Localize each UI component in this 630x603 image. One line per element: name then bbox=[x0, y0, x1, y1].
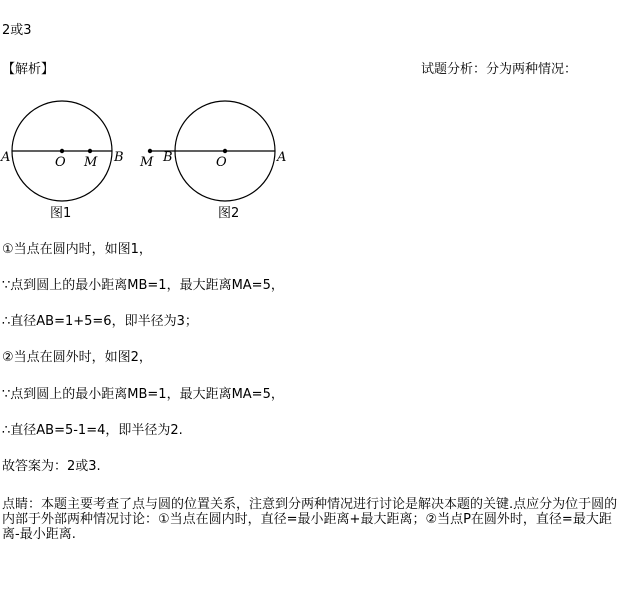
figure-2-label-a: A bbox=[277, 150, 287, 165]
figure-2-point-m bbox=[148, 149, 152, 153]
geometry-figures bbox=[0, 90, 300, 225]
figure-1-label-a: A bbox=[1, 150, 11, 165]
figure-2 bbox=[139, 101, 286, 221]
figure-1-label-o: O bbox=[55, 155, 66, 170]
figure-2-label-m: M bbox=[140, 155, 154, 170]
figure-1 bbox=[0, 101, 124, 221]
answer-header: 2或3 bbox=[2, 23, 32, 38]
figure-2-caption: 图2 bbox=[218, 206, 240, 221]
figure-2-center-point bbox=[223, 149, 227, 153]
solution-line: ∵点到圆上的最小距离MB=1，最大距离MA=5， bbox=[2, 278, 284, 293]
solution-line: ∴直径AB=1+5=6，即半径为3； bbox=[2, 314, 198, 329]
analysis-intro: 试题分析：分为两种情况： bbox=[421, 62, 578, 77]
figure-1-label-b: B bbox=[114, 150, 124, 165]
figure-1-point-m bbox=[88, 149, 92, 153]
figure-2-label-o: O bbox=[216, 155, 227, 170]
solution-line: ∵点到圆上的最小距离MB=1，最大距离MA=5， bbox=[2, 387, 284, 402]
solution-line: ②当点在圆外时，如图2， bbox=[2, 350, 152, 365]
figure-2-label-b: B bbox=[163, 150, 173, 165]
figure-1-caption: 图1 bbox=[50, 206, 72, 221]
comment-paragraph: 点睛：本题主要考查了点与圆的位置关系，注意到分两种情况进行讨论是解决本题的关键.点应分为位于圆的内部于外部两种情况讨论：①当点在圆内时，直径=最小距离+最大距离；②当点P在圆外时，直径=最大距离-最小距离. bbox=[2, 497, 618, 542]
figure-1-center-point bbox=[60, 149, 64, 153]
solution-line: ①当点在圆内时，如图1， bbox=[2, 242, 152, 257]
figure-1-label-m: M bbox=[84, 155, 98, 170]
solution-line: ∴直径AB=5-1=4，即半径为2. bbox=[2, 423, 183, 438]
final-answer-line: 故答案为：2或3. bbox=[2, 459, 101, 474]
analysis-label: 【解析】 bbox=[2, 62, 55, 77]
